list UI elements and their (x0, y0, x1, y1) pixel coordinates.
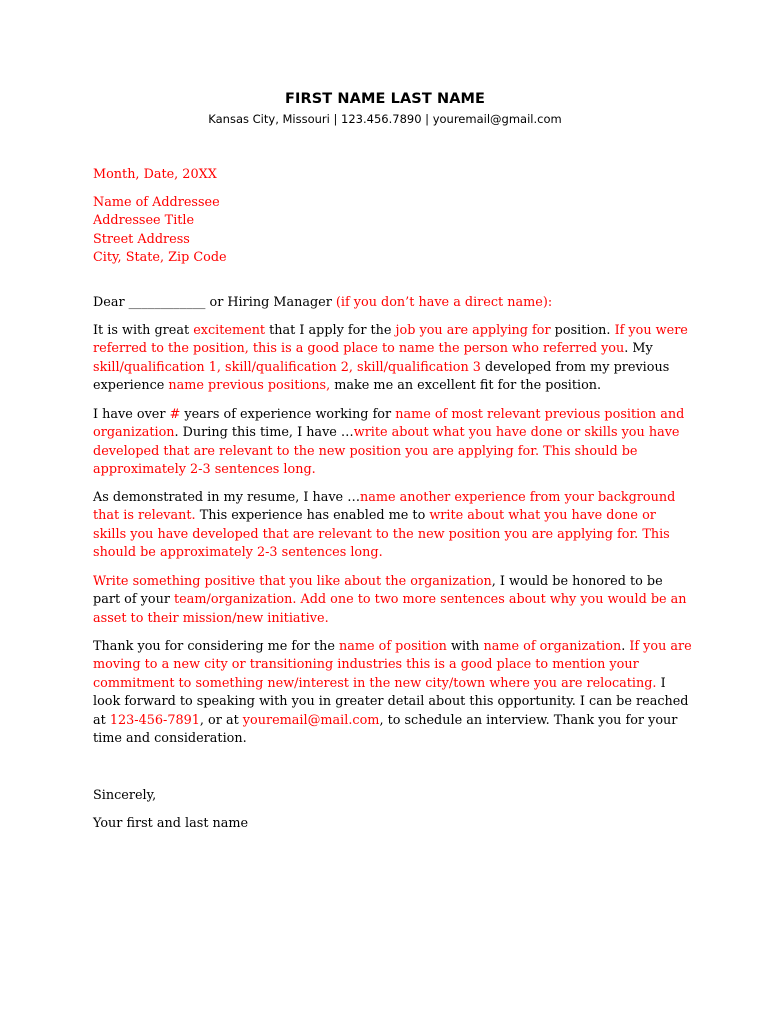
placeholder-run: If you were referred to the position, this is a good place to name the person who referred you (93, 323, 688, 357)
text-run: developed from my previous experience (93, 359, 670, 394)
salutation-lead: Dear ____________ or Hiring Manager (93, 295, 336, 310)
text-run: This experience has enabled me to (195, 508, 430, 524)
placeholder-run: excitement (193, 323, 266, 338)
placeholder-run: job you are applying for (395, 323, 551, 338)
paragraph-closing (93, 638, 693, 748)
text-run: . My (624, 341, 653, 357)
paragraph-organization (93, 573, 693, 628)
text-run: As demonstrated in my resume, I have … (93, 490, 360, 505)
closing-salutation: Sincerely, (93, 788, 157, 803)
placeholder-run: skill/qualification 1, skill/qualification 2, skill/qualification 3 (93, 359, 481, 375)
text-run: I have over (93, 407, 170, 422)
placeholder-run: write about what you have done or skills you have developed that are relevant to the new position you are applying for. This should be approximately 2-3 sentences long. (93, 508, 670, 561)
placeholder-run: # (169, 407, 181, 422)
paragraph-experience (93, 406, 693, 480)
placeholder-run: name another experience from your background that is relevant. (93, 490, 676, 524)
letter-header (0, 89, 770, 128)
text-run: I look forward to speaking with you in greater detail about this opportunity. I can be reached at (93, 675, 689, 728)
contact-line: Kansas City, Missouri | 123.456.7890 | youremail@gmail.com (208, 112, 562, 126)
text-run: , to schedule an interview. Thank you for your time and consideration. (93, 712, 678, 747)
text-run: It is with great (93, 323, 194, 338)
signature-name: Your first and last name (93, 816, 249, 831)
addressee-block (93, 194, 693, 268)
text-run: position. (550, 323, 615, 338)
placeholder-run: team/organization. Add one to two more sentences about why you would be an asset to their mission/new initiative. (93, 592, 687, 626)
text-run: . During this time, I have … (174, 425, 354, 441)
placeholder-run: name of most relevant previous position and organization (93, 407, 685, 441)
letter-date: Month, Date, 20XX (93, 167, 217, 182)
placeholder-run: name of position (339, 639, 447, 654)
text-run: Thank you for considering me for the (93, 639, 340, 654)
text-run: , or at (199, 712, 243, 728)
addressee-title: Addressee Title (93, 213, 195, 229)
placeholder-run: Write something positive that you like about the organization (93, 574, 492, 589)
text-run: that I apply for the (265, 323, 396, 338)
addressee-name: Name of Addressee (93, 195, 220, 210)
addressee-city: City, State, Zip Code (93, 250, 227, 266)
applicant-name: FIRST NAME LAST NAME (284, 91, 486, 107)
text-run: make me an excellent fit for the position. (330, 378, 602, 394)
salutation (93, 294, 693, 312)
placeholder-run: If you are moving to a new city or transitioning industries this is a good place to mention your commitment to something new/interest in the new city/town where you are relocating. (93, 639, 692, 691)
salutation-note: (if you don’t have a direct name): (335, 295, 553, 310)
text-run: . (621, 639, 630, 654)
email-placeholder: youremail@mail.com (242, 712, 380, 728)
text-run: , I would be honored to be part of your (93, 574, 663, 608)
paragraph-resume (93, 489, 693, 563)
placeholder-run: write about what you have done or skills you have developed that are relevant to the new position you are applying for. This should be approximately 2-3 sentences long. (93, 425, 680, 478)
paragraph-intro (93, 322, 693, 396)
phone-placeholder: 123-456-7891 (109, 712, 200, 728)
text-run: with (446, 639, 484, 654)
placeholder-run: name previous positions, (168, 378, 331, 394)
text-run: years of experience working for (180, 407, 396, 422)
placeholder-run: name of organization (483, 639, 622, 654)
addressee-street: Street Address (93, 231, 190, 247)
